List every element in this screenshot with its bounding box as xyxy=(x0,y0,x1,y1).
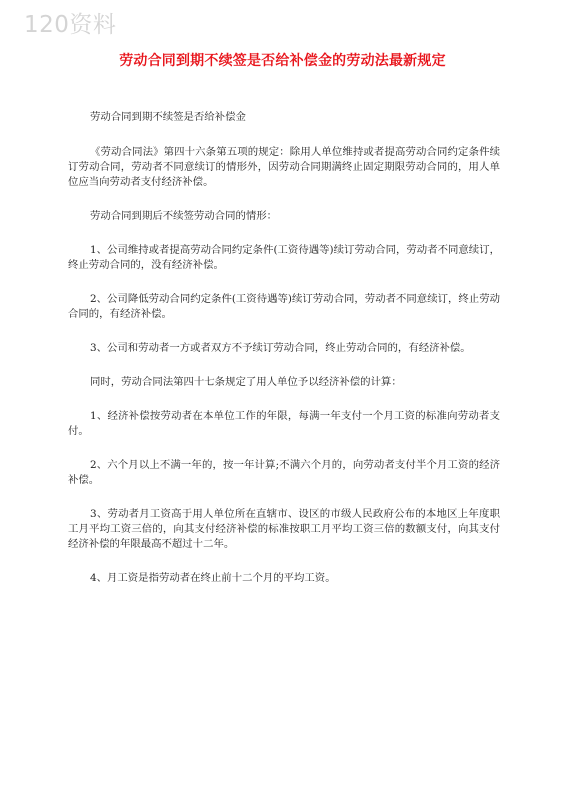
document-title: 劳动合同到期不续签是否给补偿金的劳动法最新规定 xyxy=(119,53,446,69)
paragraph-cases-heading: 劳动合同到期后不续签劳动合同的情形： xyxy=(90,210,278,222)
paragraph-article-46: 《劳动合同法》第四十六条第五项的规定：除用人单位维持或者提高劳动合同约定条件续订劳动合同，劳动者不同意续订的情形外，因劳动合同期满终止固定期限劳动合同的，用人单位应当向劳动者支付经济补偿。 xyxy=(68,146,500,188)
paragraph-calc-4: 4、月工资是指劳动者在终止前十二个月的平均工资。 xyxy=(90,572,336,584)
paragraph-calc-3: 3、劳动者月工资高于用人单位所在直辖市、设区的市级人民政府公布的本地区上年度职工月平均工资三倍的，向其支付经济补偿的标准按职工月平均工资三倍的数额支付，向其支付经济补偿的年限最高不超过十二年。 xyxy=(68,508,500,550)
paragraph-case-1: 1、公司维持或者提高劳动合同约定条件(工资待遇等)续订劳动合同，劳动者不同意续订，终止劳动合同的，没有经济补偿。 xyxy=(68,244,500,271)
paragraph-case-2: 2、公司降低劳动合同约定条件(工资待遇等)续订劳动合同，劳动者不同意续订，终止劳动合同的，有经济补偿。 xyxy=(68,293,500,320)
document-body xyxy=(68,110,500,605)
paragraph-case-3: 3、公司和劳动者一方或者双方不予续订劳动合同，终止劳动合同的，有经济补偿。 xyxy=(90,342,471,354)
intro-heading: 劳动合同到期不续签是否给补偿金 xyxy=(90,111,246,123)
paragraph-article-47: 同时，劳动合同法第四十七条规定了用人单位予以经济补偿的计算： xyxy=(90,376,402,388)
paragraph-calc-1: 1、经济补偿按劳动者在本单位工作的年限，每满一年支付一个月工资的标准向劳动者支付。 xyxy=(68,410,500,437)
watermark-logo: 120资料 xyxy=(24,12,117,38)
paragraph-calc-2: 2、六个月以上不满一年的，按一年计算;不满六个月的，向劳动者支付半个月工资的经济补偿。 xyxy=(68,459,500,486)
